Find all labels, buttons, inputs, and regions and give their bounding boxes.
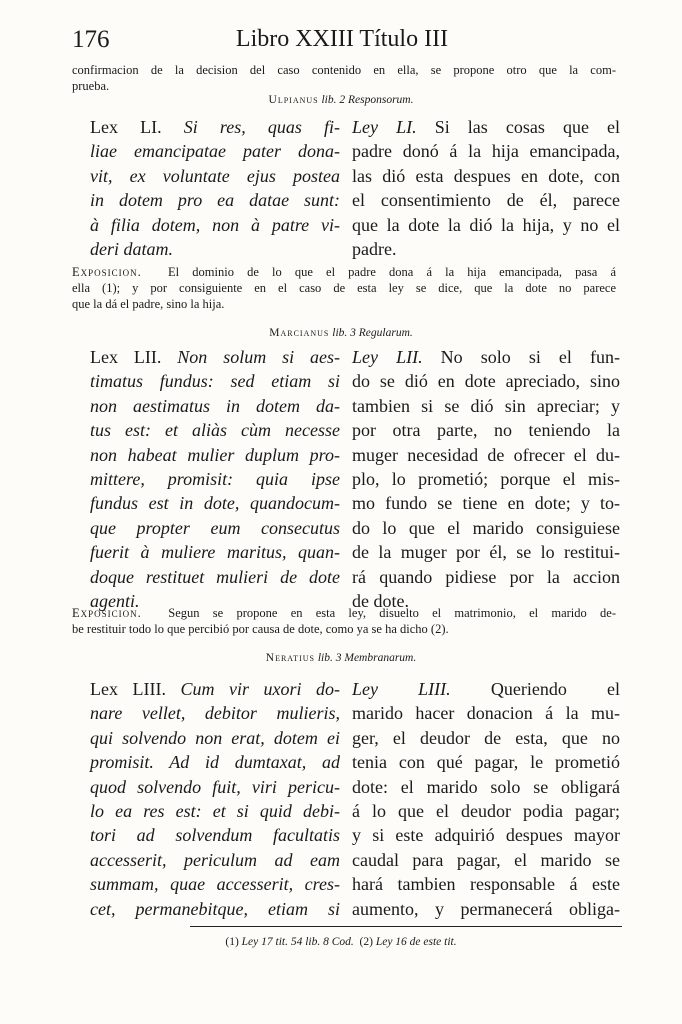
latin-line: Lex LII. Non solum si aes- xyxy=(90,347,340,367)
law-label: Lex LII. xyxy=(90,347,162,367)
intro-line: prueba. xyxy=(72,79,110,93)
exposition-label: Exposicion. xyxy=(72,265,142,279)
running-title: Libro XXIII Título III xyxy=(235,26,449,52)
law-label: Lex LI. xyxy=(90,117,162,137)
footnote-marker: (2) xyxy=(359,936,373,948)
intro-line: confirmacion de la decision del caso contenido en ella, se propone otro que la com- xyxy=(72,63,616,77)
exposition: Exposicion. El dominio de lo que el padre dona á la hija emancipada, pasa á ella (1); y por consiguiente en el caso de esta ley se dice, que la dote no parece que la dá el padre, sino la hija. xyxy=(72,265,617,311)
latin-line: Lex LIII. Cum vir uxori do- xyxy=(90,679,340,699)
spanish-text: Ley LII. No solo si el fun- do se dió en dote apreciado, sino tambien si se dió sin apreciar; y por otra parte, no teniendo la muger necesidad de ofrecer el du- plo, lo prometió; porque el mis- mo fundo se tiene en dote; y to- do lo que el marido consiguiese de la muger por él, se lo restitui- rá quando pidiese por la accion de dote. xyxy=(352,347,620,612)
footnote-marker: (1) xyxy=(225,936,239,948)
law-attribution: Ulpianus lib. 2 Responsorum. xyxy=(268,94,414,106)
latin-text: Lex LIII. Cum vir uxori do- nare vellet, debitor mulieris, qui solvendo non erat, dotem ei promisit. Ad id dumtaxat, ad quod solvendo fuit, viri pericu- lo ea res est: et si quid debi- tori ad solvendum facultatis accesserit, periculum ad eam summam, quae accesserit, cres- cet, permanebitque, etiam si xyxy=(90,679,340,919)
spanish-line: Ley LII. No solo si el fun- xyxy=(352,347,620,367)
footnote-text: Ley 16 de este tit. xyxy=(375,936,457,948)
spanish-line: Ley LIII. Queriendo el xyxy=(352,679,621,699)
law-attribution: Marcianus lib. 3 Regularum. xyxy=(269,327,413,339)
ley-label: Ley LI. xyxy=(352,117,417,137)
intro-text xyxy=(72,62,616,94)
page-number: 176 xyxy=(72,26,110,53)
ley-label: Ley LII. xyxy=(352,347,423,367)
running-header xyxy=(72,26,612,56)
latin-line: Lex LI. Si res, quas fi- xyxy=(90,117,340,137)
latin-text: Lex LII. Non solum si aes- timatus fundus: sed etiam si non aestimatus in dotem da- tus est: et aliàs cùm necesse non habeat mulier duplum pro- mittere, promisit: quia ipse fundus est in dote, quandocum- que propter eum consecutus fuerit à muliere maritus, quan- doque restituet mulieri de dote agenti. xyxy=(90,347,340,612)
footnote-text: Ley 17 tit. 54 lib. 8 Cod. xyxy=(241,936,354,948)
exposition-label: Exposicion. xyxy=(72,606,142,620)
ley-label: Ley LIII. xyxy=(352,679,451,699)
law-label: Lex LIII. xyxy=(90,679,166,699)
spanish-line: Ley LI. Si las cosas que el xyxy=(352,117,621,137)
footnotes xyxy=(0,936,682,948)
spanish-text: Ley LI. Si las cosas que el padre donó á la hija emancipada, las dió esta despues en dote, con el consentimiento de él, parece que la dote la dió la hija, y no el padre. xyxy=(352,117,621,260)
law-attribution: Neratius lib. 3 Membranarum. xyxy=(265,652,417,664)
exposition: Exposicion. Segun se propone en esta ley, disuelto el matrimonio, el marido de- be restituir todo lo que percibió por causa de dote, como ya se ha dicho (2). xyxy=(72,606,616,636)
latin-text: Lex LI. Si res, quas fi- liae emancipatae pater dona- vit, ex voluntate ejus postea in dotem pro ea datae sunt: à filia dotem, non à patre vi- deri datam. xyxy=(90,117,340,260)
spanish-text: Ley LIII. Queriendo el marido hacer donacion á la mu- ger, el deudor de esta, que no tenia con qué pagar, le prometió dote: el marido solo se obligará á lo que el deudor podia pagar; y si este adquirió despues mayor caudal para pagar, el marido se hará tambien responsable á este aumento, y permanecerá obliga- xyxy=(352,679,621,919)
footnote-rule xyxy=(190,926,622,927)
